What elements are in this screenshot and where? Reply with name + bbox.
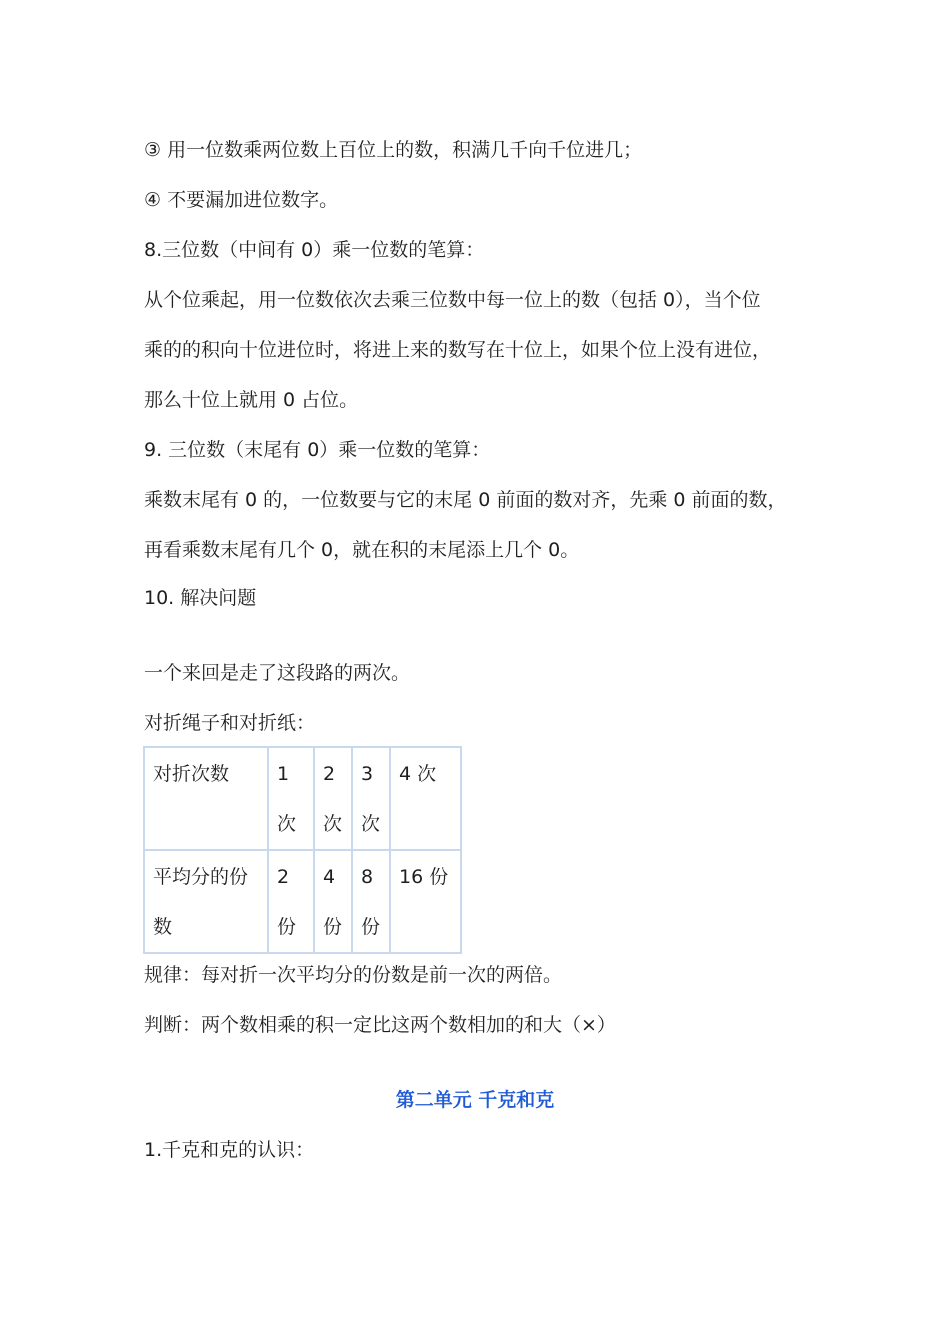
section-item-9-title: 9. 三位数（末尾有 0）乘一位数的笔算：	[144, 439, 491, 461]
text-line: 从个位乘起，用一位数依次去乘三位数中每一位上的数（包括 0），当个位	[144, 289, 761, 311]
table-row	[144, 850, 461, 953]
rule-text: 规律：每对折一次平均分的份数是前一次的两倍。	[144, 964, 563, 986]
section-item-1-title: 1.千克和克的认识：	[144, 1139, 315, 1161]
table-cell: 2 次	[314, 747, 352, 850]
table-cell: 4 份	[314, 850, 352, 953]
text-line: 一个来回是走了这段路的两次。	[144, 662, 411, 684]
text-line: 那么十位上就用 0 占位。	[144, 389, 359, 411]
text-line: ④ 不要漏加进位数字。	[144, 189, 339, 211]
table-row	[144, 747, 461, 850]
table-cell: 3 次	[352, 747, 390, 850]
section-item-10-title: 10. 解决问题	[144, 587, 257, 609]
text-line: 再看乘数末尾有几个 0，就在积的末尾添上几个 0。	[144, 539, 580, 561]
table-cell: 对折次数	[144, 747, 268, 850]
table-cell: 8 份	[352, 850, 390, 953]
text-line: ③ 用一位数乘两位数上百位上的数，积满几千向千位进几；	[144, 139, 643, 161]
section-item-8-title: 8.三位数（中间有 0）乘一位数的笔算：	[144, 239, 485, 261]
unit-heading: 第二单元 千克和克	[395, 1089, 555, 1111]
folding-table	[143, 746, 462, 954]
table-cell: 1 次	[268, 747, 314, 850]
text-line: 乘的的积向十位进位时，将进上来的数写在十位上，如果个位上没有进位，	[144, 339, 772, 361]
judgement-text: 判断：两个数相乘的积一定比这两个数相加的和大（×）	[144, 1014, 616, 1036]
table-caption: 对折绳子和对折纸：	[144, 712, 316, 734]
table-cell: 16 份	[390, 850, 461, 953]
table-cell: 平均分的份数	[144, 850, 268, 953]
table-cell: 4 次	[390, 747, 461, 850]
text-line: 乘数末尾有 0 的，一位数要与它的末尾 0 前面的数对齐，先乘 0 前面的数，	[144, 489, 787, 511]
table-cell: 2 份	[268, 850, 314, 953]
